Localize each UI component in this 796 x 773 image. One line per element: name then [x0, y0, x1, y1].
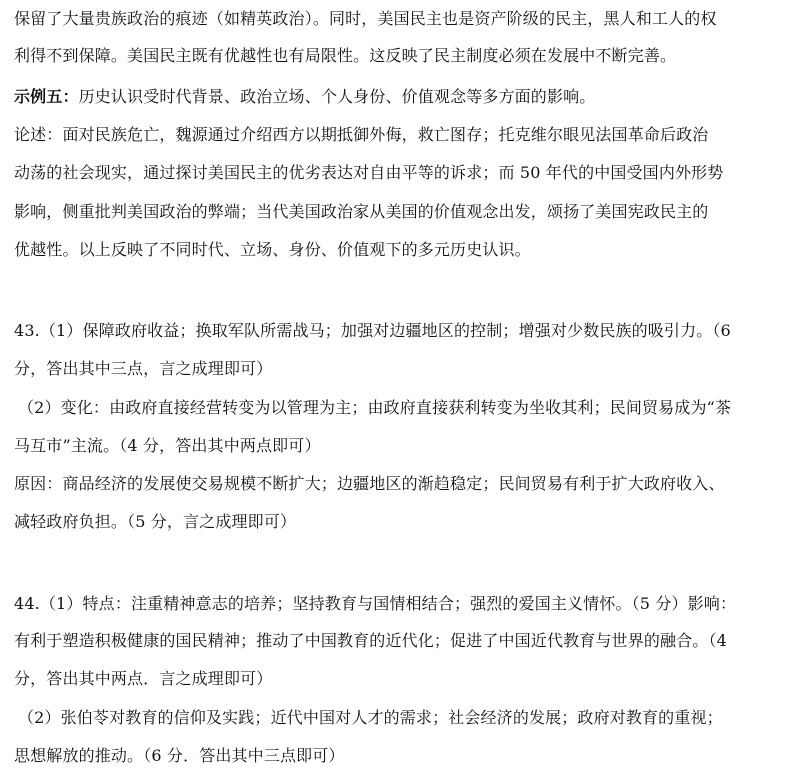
- text-line: 分，答出其中三点，言之成理即可）: [14, 359, 273, 378]
- text-line: 减轻政府负担。（5 分，言之成理即可）: [14, 512, 297, 531]
- q43-part2-line: （2）变化：由政府直接经营转变为以管理为主；由政府直接获利转变为坐收其利；民间贸易成为“茶: [18, 398, 732, 417]
- example-line: [14, 86, 790, 108]
- q44-part1-line: 44.（1）特点：注重精神意志的培养；坚持教育与国情相结合；强烈的爱国主义情怀。（5 分）影响：: [14, 594, 737, 613]
- text-line: 优越性。以上反映了不同时代、立场、身份、价值观下的多元历史认识。: [14, 240, 531, 259]
- q43-reason-line: 原因：商品经济的发展使交易规模不断扩大；边疆地区的渐趋稳定；民间贸易有利于扩大政府收入、: [14, 474, 725, 493]
- text-line: 保留了大量贵族政治的痕迹（如精英政治）。同时，美国民主也是资产阶级的民主，黑人和工人的权: [14, 9, 717, 28]
- text-line: 论述：面对民族危亡，魏源通过介绍西方以期抵御外侮，救亡图存；托克维尔眼见法国革命后政治: [14, 125, 709, 144]
- text-line: 有利于塑造积极健康的国民精神；推动了中国教育的近代化；促进了中国近代教育与世界的融合。（4: [14, 631, 727, 650]
- example-label: 示例五：: [14, 87, 79, 106]
- text-line: 影响，侧重批判美国政治的弊端；当代美国政治家从美国的价值观念出发，颂扬了美国宪政民主的: [14, 202, 709, 221]
- example-text: 历史认识受时代背景、政治立场、个人身份、价值观念等多方面的影响。: [78, 87, 596, 106]
- text-line: 分，答出其中两点．言之成理即可）: [14, 669, 273, 688]
- text-line: 马互市”主流。（4 分，答出其中两点即可）: [14, 436, 321, 455]
- text-line: 思想解放的推动。（6 分．答出其中三点即可）: [14, 746, 345, 765]
- q43-part1-line: 43.（1）保障政府收益；换取军队所需战马；加强对边疆地区的控制；增强对少数民族的吸引力。（6: [14, 321, 731, 340]
- text-line: 利得不到保障。美国民主既有优越性也有局限性。这反映了民主制度必须在发展中不断完善。: [14, 46, 677, 65]
- q44-part2-line: （2）张伯苓对教育的信仰及实践；近代中国对人才的需求；社会经济的发展；政府对教育的重视；: [18, 708, 723, 727]
- text-line: 动荡的社会现实，通过探讨美国民主的优劣表达对自由平等的诉求；而 50 年代的中国受国内外形势: [14, 163, 724, 182]
